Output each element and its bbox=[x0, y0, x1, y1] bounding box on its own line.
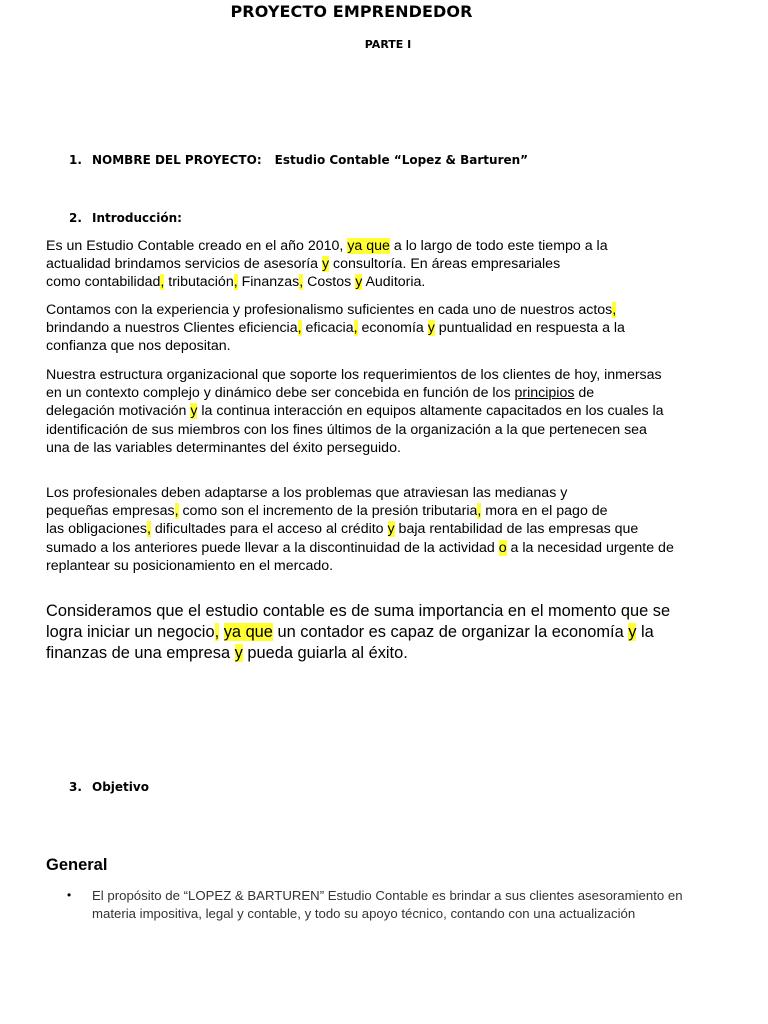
highlighted-text: , bbox=[146, 521, 151, 538]
section-2-heading bbox=[69, 211, 182, 225]
text-line: El propósito de “LOPEZ & BARTUREN” Estudio Contable es brindar a sus clientes asesoramiento en bbox=[92, 888, 683, 903]
intro-paragraph-2 bbox=[46, 301, 746, 356]
text-line: como contabilidad, tributación, Finanzas, Costos y Auditoria. bbox=[46, 274, 426, 291]
highlighted-text: , bbox=[299, 274, 304, 291]
text-line: actualidad brindamos servicios de asesoría y consultoría. En áreas empresariales bbox=[46, 256, 561, 273]
section-3-label: Objetivo bbox=[92, 780, 149, 794]
text-line: Contamos con la experiencia y profesionalismo suficientes en cada uno de nuestros actos, bbox=[46, 302, 617, 318]
highlighted-text: , bbox=[233, 274, 238, 291]
highlighted-text: y bbox=[322, 256, 330, 273]
highlighted-text: , bbox=[353, 320, 358, 337]
text-line: confianza que nos depositan. bbox=[46, 338, 231, 355]
project-name: Estudio Contable “Lopez & Barturen” bbox=[274, 153, 529, 167]
text-line: logra iniciar un negocio, ya que un contador es capaz de organizar la economía y la bbox=[46, 623, 654, 641]
text-line: finanzas de una empresa y pueda guiarla al éxito. bbox=[46, 644, 408, 662]
highlighted-text: , bbox=[297, 320, 302, 337]
section-3-number: 3. bbox=[69, 780, 82, 794]
text-line: replantear su posicionamiento en el mercado. bbox=[46, 557, 334, 574]
text-line: en un contexto complejo y dinámico debe ser concebida en función de los principios de bbox=[46, 385, 595, 402]
text-line: pequeñas empresas, como son el incremento de la presión tributaria, mora en el pago de bbox=[46, 503, 608, 520]
text-line: Es un Estudio Contable creado en el año 2010, ya que a lo largo de todo este tiempo a la bbox=[46, 238, 608, 254]
text-line: Los profesionales deben adaptarse a los problemas que atraviesan las medianas y bbox=[46, 485, 568, 501]
document-title: PROYECTO EMPRENDEDOR bbox=[230, 2, 473, 21]
highlighted-text: , bbox=[612, 302, 617, 318]
intro-paragraph-3 bbox=[46, 366, 746, 457]
text-line: Consideramos que el estudio contable es de suma importancia en el momento que se bbox=[46, 602, 671, 620]
text-line: materia impositiva, legal y contable, y todo su apoyo técnico, contando con una actualización bbox=[92, 905, 636, 921]
highlighted-text: y bbox=[355, 274, 363, 291]
text-line: delegación motivación y la continua interacción en equipos altamente capacitados en los cuales la bbox=[46, 403, 664, 420]
highlighted-text: y bbox=[190, 403, 198, 420]
intro-paragraph-5 bbox=[46, 601, 746, 664]
bullet-icon: • bbox=[67, 888, 72, 902]
intro-paragraph-4 bbox=[46, 484, 746, 575]
text-line: identificación de sus miembros con los fines últimos de la organización a la que pertenecen sea bbox=[46, 421, 647, 438]
highlighted-text: ya que bbox=[347, 238, 390, 254]
intro-paragraph-1 bbox=[46, 237, 746, 292]
text-line: brindando a nuestros Clientes eficiencia, eficacia, economía y puntualidad en respuesta a la bbox=[46, 320, 625, 337]
highlighted-text: o bbox=[498, 539, 507, 556]
text-line: sumado a los anteriores puede llevar a la discontinuidad de la actividad o a la necesidad urgente de bbox=[46, 539, 674, 556]
document-subtitle: PARTE I bbox=[364, 38, 412, 51]
general-heading: General bbox=[46, 856, 108, 874]
section-2-label: Introducción: bbox=[92, 211, 182, 225]
highlighted-text: y bbox=[234, 644, 243, 662]
highlighted-text: y bbox=[427, 320, 435, 337]
highlighted-text: ya que bbox=[223, 623, 273, 641]
general-objective-text bbox=[92, 887, 742, 922]
section-1-number: 1. bbox=[69, 153, 82, 167]
highlighted-text: y bbox=[387, 521, 395, 538]
text-line: Nuestra estructura organizacional que soporte los requerimientos de los clientes de hoy, inmersas bbox=[46, 367, 662, 383]
text-line: las obligaciones, dificultades para el acceso al crédito y baja rentabilidad de las empresas que bbox=[46, 521, 639, 538]
text-line: una de las variables determinantes del éxito perseguido. bbox=[46, 439, 401, 456]
highlighted-text: y bbox=[628, 623, 637, 641]
underlined-text: principios bbox=[514, 385, 575, 402]
section-1-heading bbox=[69, 153, 528, 167]
highlighted-text: , bbox=[160, 274, 165, 291]
highlighted-text: , bbox=[214, 623, 220, 641]
highlighted-text: , bbox=[477, 503, 482, 520]
section-2-number: 2. bbox=[69, 211, 82, 225]
highlighted-text: , bbox=[174, 503, 179, 520]
section-1-label: NOMBRE DEL PROYECTO: bbox=[92, 153, 262, 167]
section-3-heading bbox=[69, 780, 149, 794]
